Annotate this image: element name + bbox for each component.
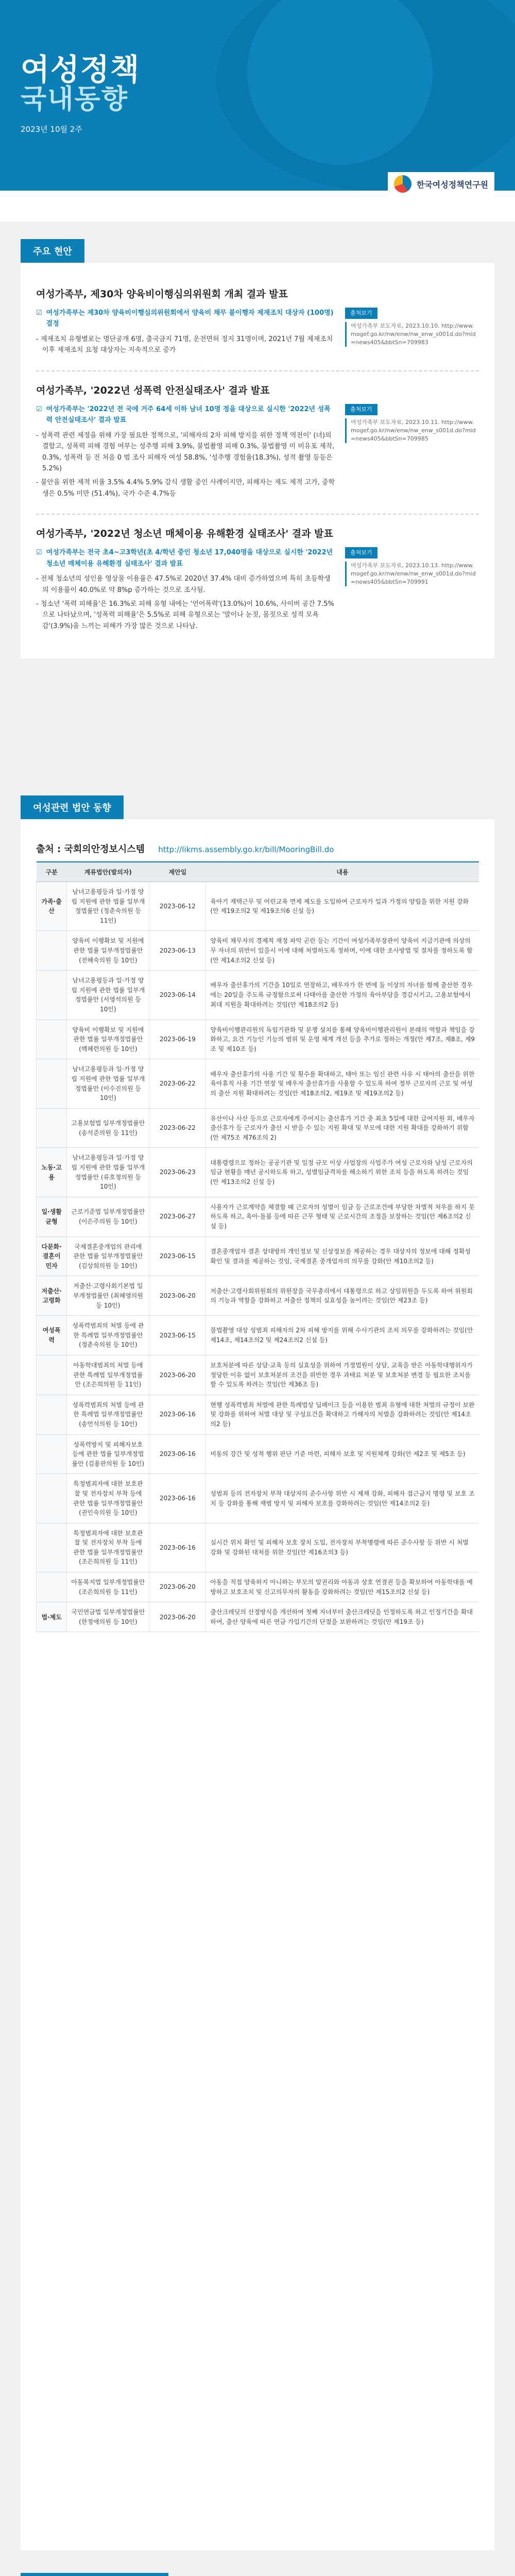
header-title-line1: 여성정책 [21, 52, 141, 87]
issue-content [36, 308, 335, 359]
bill-date: 2023-06-16 [149, 1474, 206, 1523]
bill-name[interactable]: 성폭력방지 및 피해자보호 등에 관한 법률 일부개정법률안 (김용판의원 등 10인) [67, 1434, 149, 1474]
bill-category [37, 1474, 67, 1523]
bill-content: 비동의 강간 및 성적 행위 판단 기준 마련, 피해자 보호 및 지원체계 강화(안 제2조 및 제5조 등) [206, 1434, 479, 1474]
section-tab: 주요 현안 [21, 239, 84, 263]
issue-title: 여성가족부, 제30차 양육비이행심의위원회 개최 결과 발표 [36, 289, 288, 300]
bills-column-header: 구분 [37, 862, 67, 882]
issue-body [36, 547, 479, 635]
issue-source [345, 404, 479, 503]
bills-card [21, 819, 494, 2550]
issue-bullet: - 제재조치 유형별로는 명단공개 6명, 출국금지 71명, 운전면허 정지 31명이며, 2021년 7월 제재조치 이후 제재조치 요청 대상자는 지속적으로 증가 [36, 335, 333, 354]
bill-content: 현행 성폭력범죄 처벌에 관한 특례법상 딥페이크 등을 이용한 범죄 유형에 대한 처벌의 규정이 보완 및 강화를 위하여 처벌 대상 및 구성요건을 확대하고 가해자의 처벌을 강화하려는 것임(안 제14조의2 등) [206, 1395, 479, 1434]
bill-content: 실시간 위치 확인 및 피해자 보호 장치 도입, 전자장치 부착명령에 따른 준수사항 등 위반 시 처벌 강화 및 강화된 대처를 위한 것임(안 제16조의3 등) [206, 1523, 479, 1572]
header-banner [0, 0, 515, 191]
issue-item [36, 515, 479, 646]
bill-content: 보호처분에 따른 상담·교육 등의 실효성을 위하여 가정법원이 상담, 교육을 받은 아동학대행위자가 정당한 이유 없이 보호처분의 조건을 위반한 경우 과태료 처분 및 보호처분 변경 등 필요한 조치를 할 수 있도록 하려는 것임(안 제36조 등) [206, 1355, 479, 1395]
bill-category: 일·생활 균형 [37, 1197, 67, 1236]
bill-category [37, 1572, 67, 1602]
bill-name[interactable]: 특정범죄자에 대한 보호관찰 및 전자장치 부착 등에 관한 법률 일부개정법률안 (권인숙의원 등 10인) [67, 1474, 149, 1523]
bill-date: 2023-06-12 [149, 882, 206, 931]
bill-category: 가족·출산 [37, 882, 67, 931]
section-bills [0, 778, 515, 2555]
check-icon: ☑ [36, 405, 42, 413]
table-row [37, 1020, 479, 1059]
table-row [37, 1395, 479, 1434]
bill-category [37, 931, 67, 971]
table-row [37, 1523, 479, 1572]
bill-category [37, 1395, 67, 1434]
bill-date: 2023-06-27 [149, 1197, 206, 1236]
bill-date: 2023-06-22 [149, 1108, 206, 1148]
table-row [37, 1236, 479, 1276]
issue-bullet: - 성폭력 관련 제정을 위해 가장 필요한 정책으로, '피해자의 2차 피해 방지를 위한 정책 역전이' (녀)의 결합고, 성폭력 피해 경험 여부는 성추행 피해 3.9%, 불법촬영 피해 0.3%, 불법촬영 미 비유포 제작, 0.3%, 성폭력 등 전 처음 0 범 조사 피해자 여성 58.8%, '성추행 경험율(18.3%), 성적 촬영 등등은 5.2%) [36, 431, 335, 472]
bill-name[interactable]: 고용보험법 일부개정법률안 (송석준의원 등 11인) [67, 1108, 149, 1148]
bill-content: 배우자 출산휴가의 기간을 10일로 연장하고, 배우자가 한 번에 둘 이상의 자녀를 함께 출산한 경우에는 20일을 주도록 규정함으로써 다태아를 출산한 가정의 육아부담을 경감시키고, 고용보험에서 최대 지원을 확대하려는 것임(안 제18조의2 등) [206, 971, 479, 1020]
bill-date: 2023-06-20 [149, 1602, 206, 1632]
bill-date: 2023-06-15 [149, 1236, 206, 1276]
bill-content: 대통령령으로 정하는 공공기관 및 일정 규모 이상 사업장의 사업주가 여성 근로자와 남성 근로자의 임금 현황을 매년 공시하도록 하고, 성별임금격차를 해소하기 위한 조치 등을 하도록 하려는 것임(안 제13조의2 신설 등) [206, 1148, 479, 1197]
bill-date: 2023-06-20 [149, 1572, 206, 1602]
issue-item [36, 371, 479, 515]
bill-category [37, 1434, 67, 1474]
bill-content: 저출산·고령사회위원회의 위원장을 국무총리에서 대통령으로 하고 상임위원을 두도록 하여 위원회의 기능과 역할을 강화하고 저출산 정책의 실효성을 높이려는 것임(안 제23조 등) [206, 1276, 479, 1316]
source-link[interactable]: 여성가족부 보도자료, 2023.10.13. http://www.mogef.go.kr/nw/enw/nw_enw_s001d.do?mid=news405&bbtSn=709991 [345, 562, 479, 586]
table-row [37, 1355, 479, 1395]
issue-lead [36, 404, 335, 426]
bills-column-header: 내용 [206, 862, 479, 882]
table-row [37, 1474, 479, 1523]
bills-source-link[interactable]: http://likms.assembly.go.kr/bill/MooringBill.do [158, 845, 334, 854]
check-icon: ☑ [36, 549, 42, 557]
bill-date: 2023-06-16 [149, 1395, 206, 1434]
bill-category [37, 1355, 67, 1395]
issue-bullets [36, 334, 335, 356]
bill-date: 2023-06-20 [149, 1276, 206, 1316]
bill-name[interactable]: 성폭력범죄의 처벌 등에 관한 특례법 일부개정법률안 (송언석의원 등 10인) [67, 1395, 149, 1434]
org-logo[interactable] [388, 172, 494, 196]
issue-title: 여성가족부, '2022년 성폭력 안전실태조사' 결과 발표 [36, 384, 270, 396]
bill-name[interactable]: 남녀고용평등과 일·가정 양립 지원에 관한 법률 일부개정법률안 (서영석의원 등 10인) [67, 971, 149, 1020]
bill-category [37, 1108, 67, 1148]
issue-content [36, 404, 335, 503]
issue-body [36, 404, 479, 503]
table-row [37, 931, 479, 971]
issue-source [345, 308, 479, 359]
issue-title: 여성가족부, '2022년 청소년 매체이용 유해환경 실태조사' 결과 발표 [36, 528, 333, 540]
source-link[interactable]: 여성가족부 보도자료, 2023.10.10. http://www.mogef.go.kr/nw/enw/nw_enw_s001d.do?mid=news405&bbtSn=709983 [345, 322, 479, 347]
issue-bullet: - 전체 청소년의 성인용 영상물 이용률은 47.5%로 2020년 37.4% 대비 증가하였으며 특히 초등학생의 이용률이 40.0%로 약 8%p 증가하는 것으로 조사됨. [36, 575, 331, 594]
bill-date: 2023-06-19 [149, 1020, 206, 1059]
bill-date: 2023-06-13 [149, 931, 206, 971]
section-key-issues [0, 222, 515, 778]
issue-bullets [36, 573, 335, 632]
bill-category [37, 1020, 67, 1059]
bill-category: 노동·고용 [37, 1148, 67, 1197]
logo-bar [0, 179, 515, 222]
table-row [37, 1197, 479, 1236]
bill-name[interactable]: 아동복지법 일부개정법률안 (조은희의원 등 11인) [67, 1572, 149, 1602]
bill-content: 육아기 재택근무 및 어린교육 면제 제도를 도입하여 근로자가 일과 가정의 양립을 위한 지원 강화(안 제19조의2 및 제19조의6 신설 등) [206, 882, 479, 931]
issue-body [36, 308, 479, 359]
header-date: 2023년 10월 2주 [21, 125, 82, 134]
bill-category: 법·제도 [37, 1602, 67, 1632]
bill-content: 양육비 채무자의 경제적 재정 파악 곤란 등는 기간이 여성가족부장관이 양육비 지급기관에 의상의무 자녀의 위반이 있을시 이에 대해 처벌하도록 정하며, 이에 대한 조사방법 및 절차를 정하도록 함(안 제14조의2 신설 등) [206, 931, 479, 971]
source-tag: 출처보기 [345, 404, 377, 415]
source-tag: 출처보기 [345, 547, 377, 558]
table-row [37, 1572, 479, 1602]
table-row [37, 1276, 479, 1316]
bills-source [36, 842, 479, 855]
bill-content: 아동을 직접 양육하지 아니하는 부모의 알권리와 아동과 상호 연결권 등을 확보하여 아동학대를 예방하고 보호조치 및 신고의무자의 활동을 강화하려는 것임(안 제15조의2 신설 등) [206, 1572, 479, 1602]
table-row [37, 1148, 479, 1197]
bill-name[interactable]: 특정범죄자에 대한 보호관찰 및 전자장치 부착 등에 관한 법률 일부개정법률안 (조은희의원 등 11인) [67, 1523, 149, 1572]
org-logo-icon [394, 175, 411, 193]
bill-date: 2023-06-15 [149, 1316, 206, 1355]
bill-name[interactable]: 국제결혼중개업의 관리에 관한 법률 일부개정법률안 (김상희의원 등 10인) [67, 1236, 149, 1276]
bill-content: 결혼중개업자 결혼 상대방의 개인정보 및 신상정보를 제공하는 경우 대상자의 정보에 대해 정확성 확인 및 결과를 제공하는 것임, 국제결혼 중개업자의 의무를 강화(안 제10조의2 등) [206, 1236, 479, 1276]
bill-name[interactable]: 국민연금법 일부개정법률안 (한정애의원 등 10인) [67, 1602, 149, 1632]
issue-lead-text: 여성가족부는 '2022년 전 국에 거주 64세 이하 남녀 10명 정을 대상으로 실시한 '2022년 성폭력 안전실태조사' 결과 발표 [46, 405, 331, 425]
table-row [37, 971, 479, 1020]
table-row [37, 1108, 479, 1148]
bill-content: 유산이나 사산 등으로 근로자에게 주어지는 출산휴가 기간 중 최초 5일에 대한 급여지원 외, 배우자 출산휴가 등 근로자가 출산 시 받을 수 있는 지원 확대 및 부모에 대한 지원 확대를 강화하기 위함(안 제75조 제76조의 2) [206, 1108, 479, 1148]
table-row [37, 882, 479, 931]
bill-content: 성범죄 등의 전자장치 부착 대상자의 준수사항 위반 시 제재 강화, 피해자 접근금지 명령 및 보호 조치 등 강화를 통해 재범 방지 및 피해자 보호를 강화하려는 것임(안 제14조의2 등) [206, 1474, 479, 1523]
issue-card [21, 263, 494, 658]
section-tab: 여성관련 법안 동향 [21, 795, 124, 819]
bill-date: 2023-06-23 [149, 1148, 206, 1197]
source-tag: 출처보기 [345, 308, 377, 319]
section-media [0, 2555, 515, 2576]
issue-lead-text: 여성가족부는 제30차 양육비이행심의위원회에서 양육비 채무 불이행자 제재조치 대상자 (100명) 결정 [46, 309, 334, 328]
bills-table [36, 861, 479, 1632]
issue-content [36, 547, 335, 635]
bill-category [37, 971, 67, 1020]
issue-lead [36, 308, 335, 330]
issue-item [36, 275, 479, 371]
bill-category: 다문화·결혼이민자 [37, 1236, 67, 1276]
issue-lead-text: 여성가족부는 전국 초4~고3학년(초 4/학년 중인 청소년 17,040명을 대상으로 실시한 '2022년 청소년 매체이용 유해환경 실태조사' 결과 발표 [46, 549, 333, 568]
issue-bullet: - 청소년 '폭력 피해율'은 16.3%로 피해 유형 내에는 '언어폭력'(13.0%)이 10.6%, 사이버 공간 7.5%으로 나타났으며, '성폭력 피해율'은 5.5%로 피해 유형으로는 '말이나 눈짓, 몸짓으로 성적 모욕감'(3.9%)을 느끼는 피해가 가장 많은 것으로 나타남. [36, 600, 334, 630]
bill-name[interactable]: 양육비 이행확보 및 지원에 관한 법률 일부개정법률안 (전혜숙의원 등 10인) [67, 931, 149, 971]
bill-date: 2023-06-14 [149, 971, 206, 1020]
section-tab [21, 2573, 168, 2576]
bills-source-label: 출처 : 국회의안정보시스템 [36, 844, 145, 855]
bill-name[interactable]: 저출산·고령사회기본법 일부개정법률안 (최혜영의원 등 10인) [67, 1276, 149, 1316]
bill-content: 양육비이행관리원의 독립기관화 및 분쟁 설치를 통해 양육비이행관리원이 본래의 역할과 책임을 강화하고, 요건 기능인 기능의 범위 및 운영 체계 개선 등을 추가로 정하는 개정(안 제7조, 제8조, 제9조 및 제10조 등) [206, 1020, 479, 1059]
bill-date: 2023-06-22 [149, 1059, 206, 1108]
bill-name[interactable]: 남녀고용평등과 일·가정 양립 지원에 관한 법률 일부개정법률안 (정춘숙의원 등 11인) [67, 882, 149, 931]
bill-content: 출산크레딧의 산정방식을 개선하여 첫째 자녀부터 출산크레딧을 인정하도록 하고 인정기간을 확대하여, 출산 양육에 따른 연금 가입기간의 단절을 보완하려는 것임(안 제19조 등) [206, 1602, 479, 1632]
bill-name[interactable]: 성폭력범죄의 처벌 등에 관한 특례법 일부개정법률안 (정춘숙의원 등 10인) [67, 1316, 149, 1355]
bill-name[interactable]: 남녀고용평등과 일·가정 양립 지원에 관한 법률 일부개정법률안 (이수진의원 등 10인) [67, 1059, 149, 1108]
org-name: 한국여성정책연구원 [416, 179, 488, 190]
bill-date: 2023-06-16 [149, 1434, 206, 1474]
bill-content: 배우자 출산휴가의 사용 기간 및 횟수를 확대하고, 태아 또는 임신 관련 사유 시 태아의 출산을 위한 육아휴직 사용 기간 연장 및 배우자 출산휴가를 사용할 수 있도록 하여 정부 근로자의 근로 및 여성의 출산 지원 확대하려는 것임(안 제18조의2, 제19조 및 제19조의2 등) [206, 1059, 479, 1108]
bill-name[interactable]: 남녀고용평등과 일·가정 양립 지원에 관한 법률 일부개정법률안 (류호정의원 등 10인) [67, 1148, 149, 1197]
bill-category: 여성폭력 [37, 1316, 67, 1355]
issue-bullet: - 불안을 위한 제적 비율 3.5% 4.4% 5.9% 감식 생활 중인 사례이지만, 피해자는 제도 제적 고가, 중학생은 0.5% 미만 (51.4%), 국가 수준 4.7%등 [36, 479, 335, 498]
issue-lead [36, 547, 335, 569]
bill-category [37, 1059, 67, 1108]
bill-category [37, 1523, 67, 1572]
bill-name[interactable]: 양육비 이행확보 및 지원에 관한 법률 일부개정법률안 (백혜련의원 등 10인) [67, 1020, 149, 1059]
bill-category: 저출산·고령화 [37, 1276, 67, 1316]
bill-content: 사용자가 근로계약을 체결할 때 근로자의 성별이 임금 등 근로조건에 부당한 차별적 처우를 하지 못하도록 하고, 육아·돌봄 등에 따른 근무 형태 및 근로시간의 조정을 보장하는 것임(안 제6조의2 신설 등) [206, 1197, 479, 1236]
bill-name[interactable]: 근로기준법 일부개정법률안 (이은주의원 등 10인) [67, 1197, 149, 1236]
issue-bullets [36, 430, 335, 500]
source-link[interactable]: 여성가족부 보도자료, 2023.10.11. http://www.mogef.go.kr/nw/enw/nw_enw_s001d.do?mid=news405&bbtSn=709985 [345, 418, 479, 443]
header-title-line2: 국내동향 [21, 84, 128, 115]
bill-date: 2023-06-20 [149, 1355, 206, 1395]
bill-name[interactable]: 아동학대범죄의 처벌 등에 관한 특례법 일부개정법률안 (조은희의원 등 11인) [67, 1355, 149, 1395]
bills-column-header: 계류법안(발의자) [67, 862, 149, 882]
bills-column-header: 제안일 [149, 862, 206, 882]
bill-content: 불법촬영 대상 성범죄 피해자의 2차 피해 방지를 위해 수사기관의 조치 의무를 강화하려는 것임(안 제14조, 제14조의2 및 제24조의2 신설 등) [206, 1316, 479, 1355]
table-row [37, 1602, 479, 1632]
bill-date: 2023-06-16 [149, 1523, 206, 1572]
table-row [37, 1434, 479, 1474]
table-row [37, 1316, 479, 1355]
table-row [37, 1059, 479, 1108]
issue-source [345, 547, 479, 635]
check-icon: ☑ [36, 309, 42, 317]
